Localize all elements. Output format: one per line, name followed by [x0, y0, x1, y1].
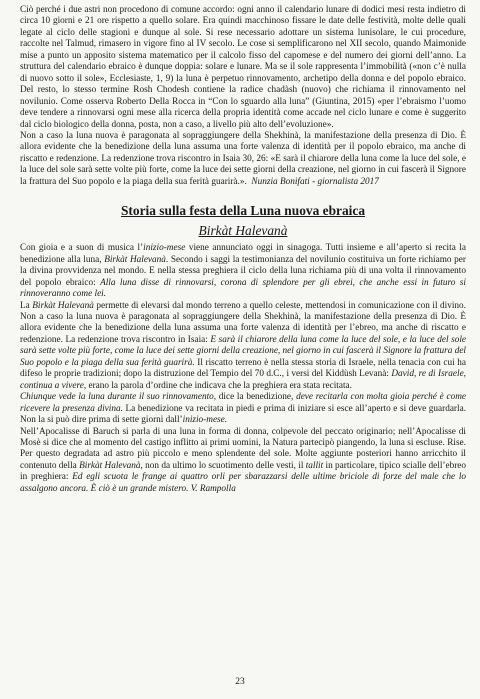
text-italic: inizio-mese. — [182, 415, 228, 426]
text: Il riscatto terreno è nella stessa storia di Israele, nella tenacia con cui ha difeso le proprie tradizioni; dopo la distruzione del Tempio del 70 d.C., i versi del Kiddùsh Levanà: — [20, 357, 466, 380]
text-italic: E sarà il chiarore della luna come la luce del sole, e la luce del sole sarà sette volte più forte, come la luce dei sette giorni della creazione, nel giorno in cui fascerà il Signore la frattura del Suo popolo e la piaga della sua ferità guarirà. — [20, 334, 467, 368]
text-italic: tallit — [305, 460, 324, 471]
text: viene annunciato oggi in sinagoga. Tutti insieme e all’aperto si recita la benedizione alla luna, — [20, 243, 466, 265]
paragraph — [20, 427, 466, 496]
author-signature: Nunzia Bonifati - giornalista 2017 — [251, 176, 379, 187]
article-subtitle: Birkàt Halevanà — [198, 223, 288, 239]
paragraph: Ciò perché i due astri non procedono di comune accordo: ogni anno il calendario lunare di dodici mesi resta indietro di circa 10 giorni e 21 ore rispetto a quello solare. Era quindi macchinoso fissare le date delle festività, molte delle quali legate al ciclo delle stagioni e dunque al sole. Si rese necessario adottare un sistema lunisolare, le cui procedure, raccolte nel Talmud, rimasero in vigore fino al IV secolo. Le cose si semplificarono nel XII secolo, quando Maimonide mise a punto un apposito sistema matematico per il calcolo fisso del capomese e del numero dei giorni dell’anno. La struttura del calendario ebraico è dunque doppia: solare e lunare. Ma se il sole rappresenta l’immobilità («non c’è nulla di nuovo sotto il sole», Ecclesiaste, 1, 9) la luna è perpetuo rinnovamento, archetipo della donna e del popolo ebraico. Del resto, lo stesso termine Rosh Chodesh contiene la radice chadàsh (nuovo) che richiama il rinnovamento nel novilunio. Come osserva Roberto Della Rocca in “Con lo sguardo alla luna” (Giuntina, 2015) «per l’ebraismo l’uomo deve tendere a rinnovarsi ogni mese alla ricerca della propria identità come accade nel ciclo lunare e come è suggerito dal ciclo biologico della donna, posta, non a caso, a livello più alto dell’evoluzione». — [20, 5, 466, 130]
text-italic: Birkàt Halevanà — [104, 254, 166, 265]
paragraph — [20, 392, 466, 426]
text: permette di elevarsi dal mondo terreno a quello celeste, mettendosi in comunicazione con il divino. Non a caso la luna nuova è paragonata al sopraggiungere della Shekhinà, la manifestazione della presenza di Dio. È allora evidente che la benedizione della luna assuma una forte valenza di identità per l’ebreo, ma anche di riscatto e redenzione. La redenzione trova riscontro in Isaia: — [20, 300, 466, 345]
text: La — [20, 300, 33, 311]
text: , erano la parola d’ordine che indicava che la preghiera era stata recitata. — [83, 380, 352, 391]
text: . Secondo i saggi la testimonianza del novilunio costituiva un forte richiamo per la divina provvidenza nel mondo. E nella stessa preghiera il ciclo della luna richiama più di una volta il rinnovamento del popolo ebraico: — [20, 254, 466, 288]
text-italic: David, re di Israele, continua a vivere — [20, 369, 466, 391]
text-italic: Alla luna disse di rinnovarsi, corona di splendore per gli ebrei, che anche essi in futuro si rinnoveranno come lei. — [20, 277, 466, 300]
text-italic: Chiunque vede la luna durante il suo rinnovamento — [20, 392, 214, 403]
text-italic: Birkàt Halevanà — [79, 460, 141, 471]
text-italic: inizio-mese — [143, 243, 186, 254]
text: Con gioia e a suon di musica l’ — [20, 243, 144, 254]
text-italic: deve recitarla con molta gioia perché è come ricevere la presenza divina. — [20, 392, 466, 414]
text: , dice la benedizione, — [213, 392, 297, 403]
paragraph — [20, 243, 466, 300]
article-title: Storia sulla festa della Luna nuova ebraica — [120, 203, 366, 219]
text: in particolare, tipico scialle dell’ebreo in preghiera: — [20, 460, 467, 483]
text: Nell’Apocalisse di Baruch si parla di una luna in forma di donna, colpevole del peccato originario; nell’Apocalisse di Mosè si dice che al momento del castigo inflitto ai primi uomini, la Natura partecipò piangendo, la luna si escluse. Rise. Per questo degradata ad astro più piccolo e meno splendente del sole. Molte aggiunte posteriori hanno arricchito il contenuto della — [20, 426, 466, 471]
text-italic: Birkàt Halevanà — [32, 300, 94, 311]
paragraph — [20, 131, 466, 188]
paragraph — [20, 301, 466, 393]
page-number: 23 — [235, 677, 245, 687]
text: , non da ultimo lo scuotimento delle vesti, il — [140, 460, 306, 471]
paragraph-text: Non a caso la luna nuova è paragonata al sopraggiungere della Shekhinà, la manifestazione della presenza di Dio. È allora evidente che la benedizione della luna assuma una forte valenza di identità per il popolo ebraico, ma anche di riscatto e redenzione. La redenzione trova riscontro in Isaia 30, 26: «E sarà il chiarore della luna come la luce del sole, e la luce del sole sarà sette volte più forte, come la luce dei sette giorni della creazione, nel giorno in cui fascerà il Signore la frattura del Suo popolo e la piaga della sua ferità guarirà.». — [20, 130, 466, 187]
text-italic: Ed egli scuota le frange ai quattro orli per sbarazzarsi delle ultime briciole di forze del male che lo assalgono ancora. È ciò è un grande mistero. V. Rampolla — [20, 472, 467, 494]
text: La benedizione va recitata in piedi e prima di iniziare si esce all’aperto e si deve guardarla. Non la si può dire prima di sette giorni dall’ — [20, 403, 467, 426]
